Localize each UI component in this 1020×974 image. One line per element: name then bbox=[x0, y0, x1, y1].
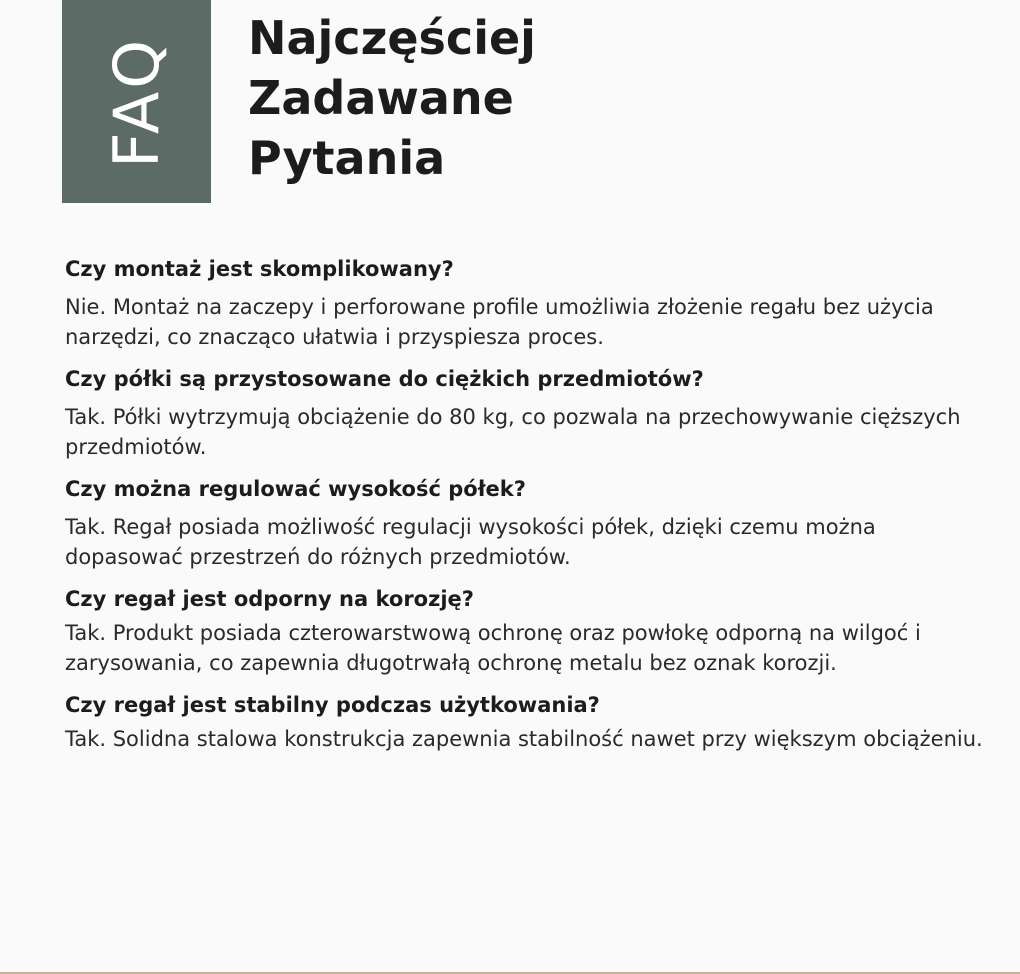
page-title-line-1: Najczęściej bbox=[248, 11, 536, 65]
faq-question: Czy montaż jest skomplikowany? bbox=[65, 257, 454, 281]
faq-item bbox=[65, 362, 995, 462]
faq-answer: Tak. Regał posiada możliwość regulacji wysokości półek, dzięki czemu można dopasować przestrzeń do różnych przedmiotów. bbox=[65, 515, 876, 569]
page-title-line-3: Pytania bbox=[248, 131, 446, 185]
faq-question: Czy można regulować wysokość półek? bbox=[65, 477, 526, 501]
faq-list bbox=[65, 252, 995, 754]
faq-item bbox=[65, 472, 995, 572]
faq-question: Czy regał jest stabilny podczas użytkowania? bbox=[65, 693, 600, 717]
faq-answer: Tak. Solidna stalowa konstrukcja zapewnia stabilność nawet przy większym obciążeniu. bbox=[65, 727, 983, 751]
page-title-line-2: Zadawane bbox=[248, 71, 514, 125]
faq-answer: Tak. Półki wytrzymują obciążenie do 80 kg, co pozwala na przechowywanie cięższych przedmiotów. bbox=[65, 405, 961, 459]
faq-item bbox=[65, 688, 995, 754]
faq-badge-label: FAQ bbox=[99, 35, 173, 168]
page-title bbox=[248, 8, 536, 188]
faq-question: Czy regał jest odporny na korozję? bbox=[65, 587, 474, 611]
faq-item bbox=[65, 252, 995, 352]
faq-answer: Tak. Produkt posiada czterowarstwową ochronę oraz powłokę odporną na wilgoć i zarysowania, co zapewnia długotrwałą ochronę metalu bez oznak korozji. bbox=[65, 621, 921, 675]
faq-badge bbox=[62, 0, 211, 203]
faq-item bbox=[65, 582, 995, 678]
faq-question: Czy półki są przystosowane do ciężkich przedmiotów? bbox=[65, 367, 704, 391]
faq-answer: Nie. Montaż na zaczepy i perforowane profile umożliwia złożenie regału bez użycia narzędzi, co znacząco ułatwia i przyspiesza proces. bbox=[65, 295, 934, 349]
